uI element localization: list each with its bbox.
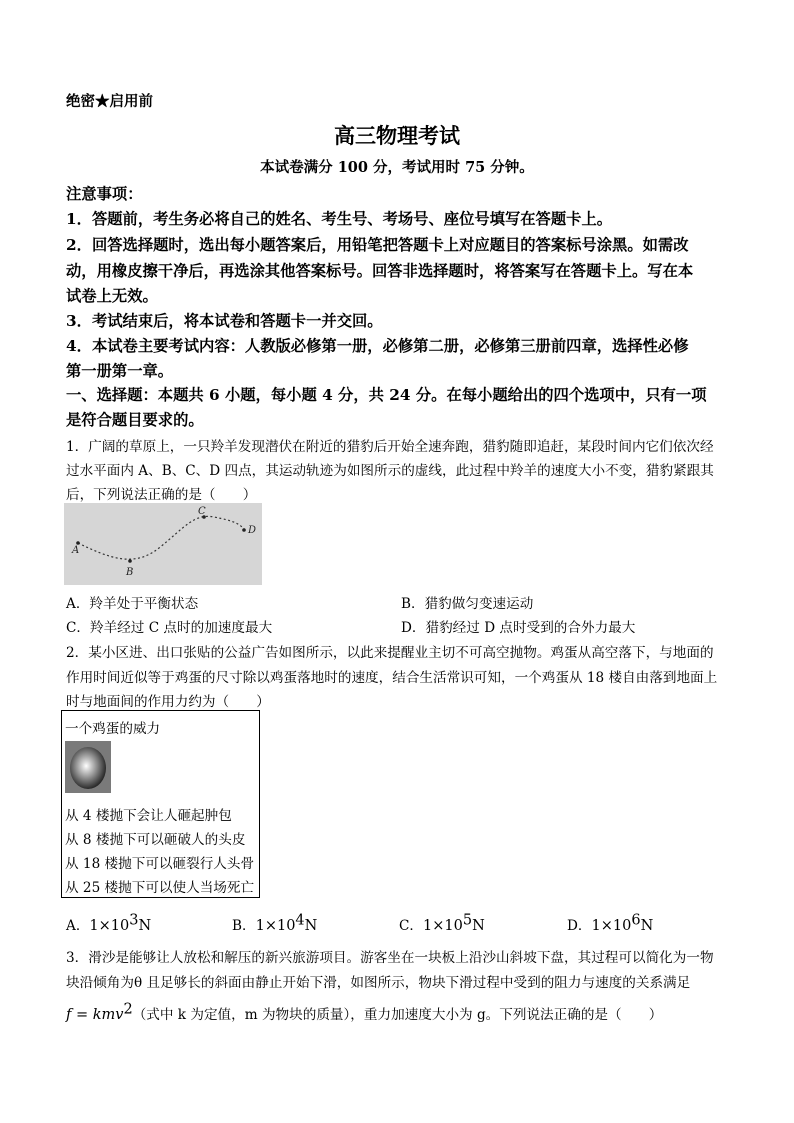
note-line: 第一册第一章。 [66,362,174,380]
option-d[interactable] [567,914,653,934]
question-3-tail: （式中 k 为定值，m 为物块的质量），重力加速度大小为 g。下列说法正确的是（ ） [132,1007,663,1023]
option-unit: N [138,918,152,934]
label-c: C [198,506,206,517]
option-exponent: 6 [631,912,641,929]
question-3-text: 块沿倾角为θ 且足够长的斜面由静止开始下滑，如图所示，物块下滑过程中受到的阻力与速度的关系满足 [66,975,691,991]
ad-title: 一个鸡蛋的威力 [65,721,161,737]
section-heading: 一、选择题：本题共 6 小题，每小题 4 分，共 24 分。在每小题给出的四个选项中，只有一项 [66,386,707,404]
ad-line: 从 4 楼抛下会让人砸起肿包 [65,808,232,824]
option-exponent: 4 [295,912,305,929]
option-d[interactable]: D．猎豹经过 D 点时受到的合外力最大 [401,620,636,636]
confidential-label: 绝密★启用前 [66,93,153,110]
point-b [128,559,132,563]
note-line: 3．考试结束后，将本试卷和答题卡一并交回。 [66,312,383,330]
option-unit: N [304,918,318,934]
option-value: 1×10 [423,918,463,934]
trajectory-path [78,516,246,559]
option-exponent: 5 [462,912,473,929]
option-b[interactable] [232,914,317,934]
notes-heading: 注意事项： [66,185,143,203]
question-2-text: 2．某小区进、出口张贴的公益广告如图所示，以此来提醒业主切不可高空抛物。鸡蛋从高空落下，与地面的 [66,645,714,661]
option-a[interactable] [66,914,151,934]
note-line: 动，用橡皮擦干净后，再选涂其他答案标号。回答非选择题时，将答案写在答题卡上。写在本 [66,262,694,280]
option-label: A． [66,918,90,934]
option-exponent: 3 [129,912,139,929]
note-line: 试卷上无效。 [66,287,158,305]
ad-line: 从 25 楼抛下可以使人当场死亡 [65,880,255,896]
option-unit: N [472,918,485,934]
option-b[interactable]: B．猎豹做匀变速运动 [401,596,534,612]
point-d [242,528,246,532]
question-2-text: 作用时间近似等于鸡蛋的尺寸除以鸡蛋落地时的速度，结合生活常识可知，一个鸡蛋从 18 楼自由落到地面上 [66,670,718,686]
option-a[interactable]: A．羚羊处于平衡状态 [66,596,199,612]
note-line: 1．答题前，考生务必将自己的姓名、考生号、考场号、座位号填写在答题卡上。 [66,210,613,228]
option-value: 1×10 [89,918,130,934]
question-1-text: 后，下列说法正确的是（ ） [66,487,257,503]
option-label: D． [567,918,592,934]
resistance-formula: f = kmv [66,1007,124,1023]
note-line: 4．本试卷主要考试内容：人教版必修第一册，必修第二册，必修第三册前四章，选择性必修 [66,337,689,355]
question-1-text: 1．广阔的草原上，一只羚羊发现潜伏在附近的猎豹后开始全速奔跑，猎豹随即追赶，某段时间内它们依次经 [66,439,714,455]
label-b: B [126,567,134,578]
trajectory-figure [64,503,262,585]
exam-title: 高三物理考试 [334,123,460,148]
formula-exponent: 2 [123,1001,133,1018]
section-heading: 是符合题目要求的。 [66,411,204,429]
egg-ad-poster [61,710,260,898]
exam-subtitle: 本试卷满分 100 分，考试用时 75 分钟。 [260,159,534,176]
option-label: C． [399,918,423,934]
option-unit: N [640,918,654,934]
question-2-text: 时与地面间的作用力约为（ ） [66,694,270,710]
question-1-text: 过水平面内 A、B、C、D 四点，其运动轨迹为如图所示的虚线，此过程中羚羊的速度大小不变，猎豹紧跟其 [66,463,714,479]
label-a: A [72,545,80,556]
note-line: 2．回答选择题时，选出每小题答案后，用铅笔把答题卡上对应题目的答案标号涂黑。如需改 [66,236,689,254]
option-c[interactable]: C．羚羊经过 C 点时的加速度最大 [66,620,273,636]
option-value: 1×10 [255,918,296,934]
option-value: 1×10 [591,918,632,934]
question-3-text [66,1003,662,1023]
question-3-text: 3．滑沙是能够让人放松和解压的新兴旅游项目。游客坐在一块板上沿沙山斜坡下盘，其过程可以简化为一物 [66,950,714,966]
ad-line: 从 18 楼抛下可以砸裂行人头骨 [65,856,255,872]
label-d: D [248,525,257,536]
option-label: B． [232,918,256,934]
ad-line: 从 8 楼抛下可以砸破人的头皮 [65,832,246,848]
egg-image [65,741,111,793]
option-c[interactable] [399,914,485,934]
